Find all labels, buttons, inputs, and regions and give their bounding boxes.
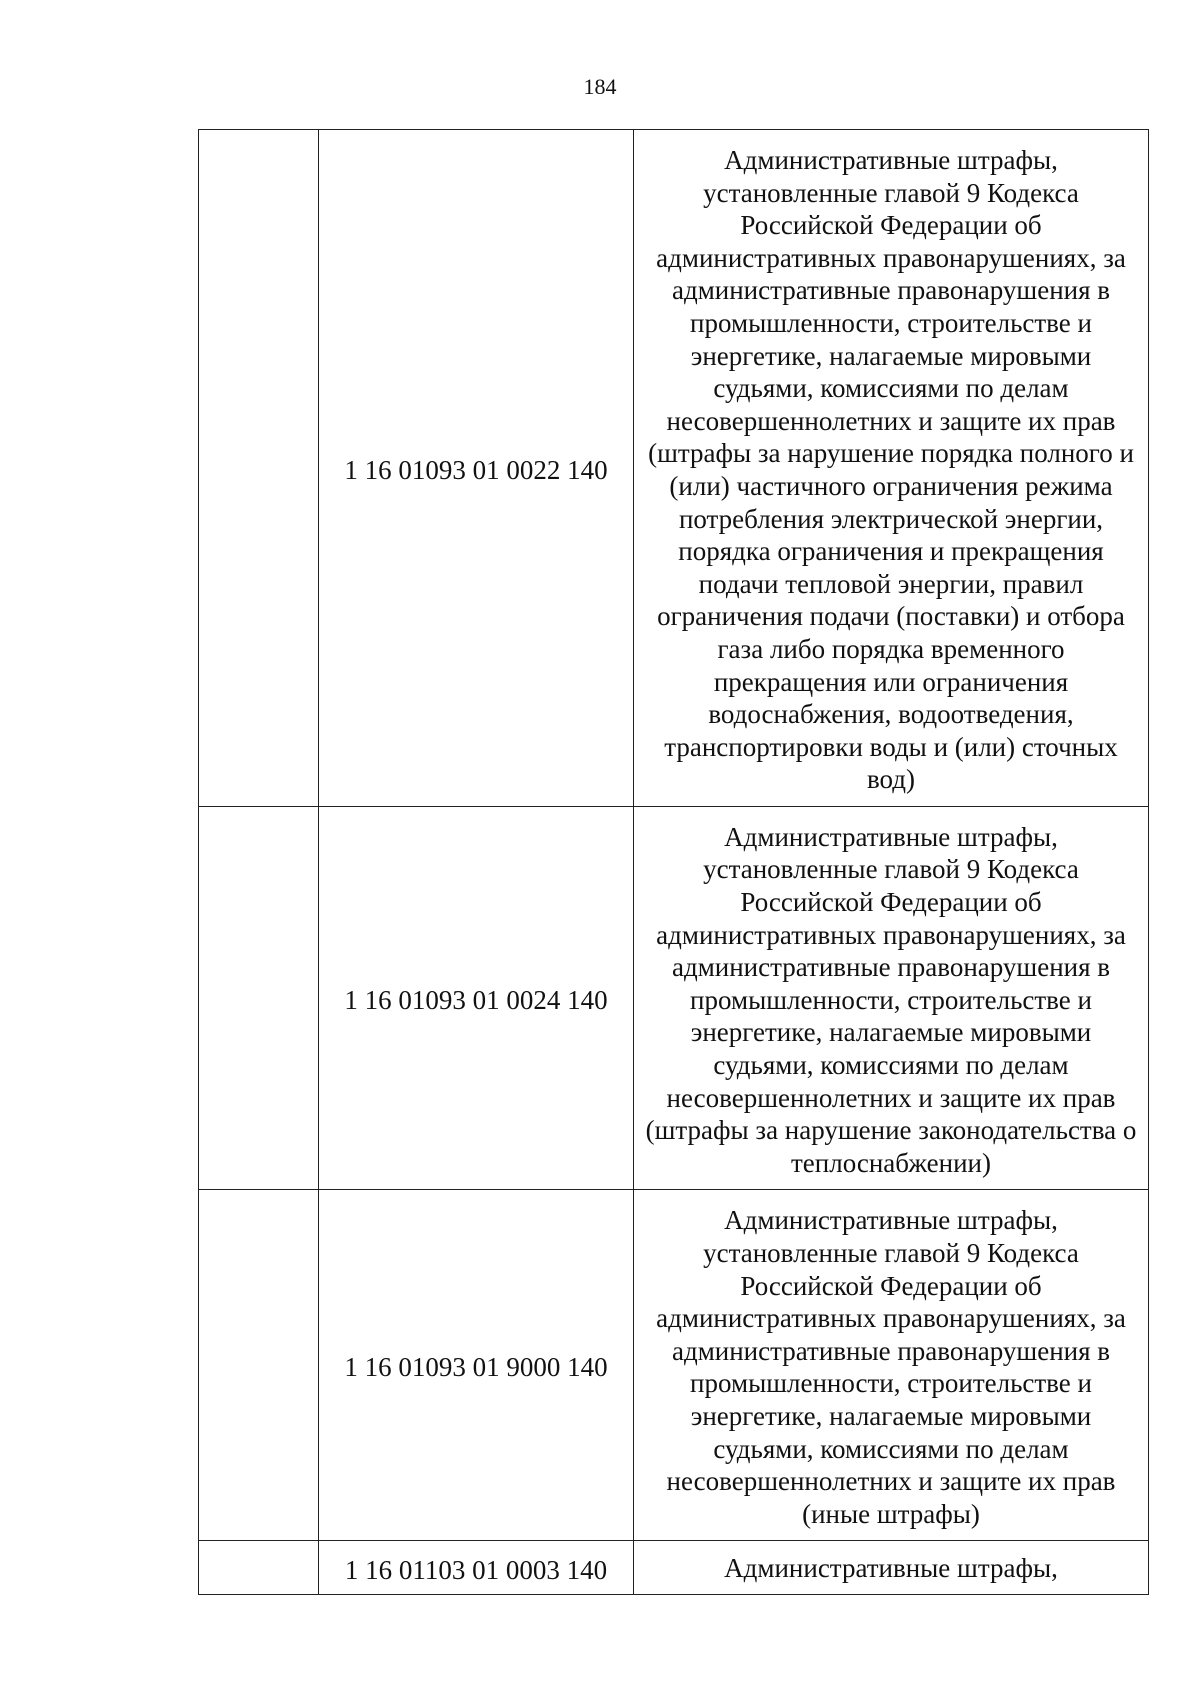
table-row [199, 1190, 1149, 1541]
budget-code-table [198, 129, 1149, 1595]
budget-code-cell: 1 16 01103 01 0003 140 [319, 1541, 634, 1595]
budget-code-cell: 1 16 01093 01 9000 140 [319, 1190, 634, 1541]
table-row [199, 130, 1149, 807]
page-number: 184 [583, 74, 617, 99]
description-cell [634, 1190, 1149, 1541]
table-cell-index [199, 130, 319, 807]
description-cell [634, 130, 1149, 807]
table-cell-index [199, 806, 319, 1190]
description-text: Административные штрафы, [724, 1552, 1058, 1583]
description-text: Административные штрафы, установленные главой 9 Кодекса Российской Федерации об административных правонарушениях, за административные правонарушения в промышленности, строительстве и энергетике, налагаемые мировыми судьями, комиссиями по делам несовершеннолетних и защите их прав (штрафы за нарушение порядка полного и (или) частичного ограничения режима потребления электрической энергии, порядка ограничения и прекращения подачи тепловой энергии, правил ограничения подачи (поставки) и отбора газа либо порядка временного прекращения или ограничения водоснабжения, водоотведения, транспортировки воды и (или) сточных вод) [648, 145, 1134, 795]
description-cell [634, 806, 1149, 1190]
description-cell [634, 1541, 1149, 1595]
description-text: Административные штрафы, установленные главой 9 Кодекса Российской Федерации об административных правонарушениях, за административные правонарушения в промышленности, строительстве и энергетике, налагаемые мировыми судьями, комиссиями по делам несовершеннолетних и защите их прав (иные штрафы) [656, 1205, 1126, 1529]
budget-code-cell: 1 16 01093 01 0022 140 [319, 130, 634, 807]
table-cell-index [199, 1541, 319, 1595]
budget-code-cell: 1 16 01093 01 0024 140 [319, 806, 634, 1190]
table-cell-index [199, 1190, 319, 1541]
table-row [199, 1541, 1149, 1595]
description-text: Административные штрафы, установленные главой 9 Кодекса Российской Федерации об административных правонарушениях, за административные правонарушения в промышленности, строительстве и энергетике, налагаемые мировыми судьями, комиссиями по делам несовершеннолетних и защите их прав (штрафы за нарушение законодательства о теплоснабжении) [645, 821, 1137, 1178]
table-row [199, 806, 1149, 1190]
